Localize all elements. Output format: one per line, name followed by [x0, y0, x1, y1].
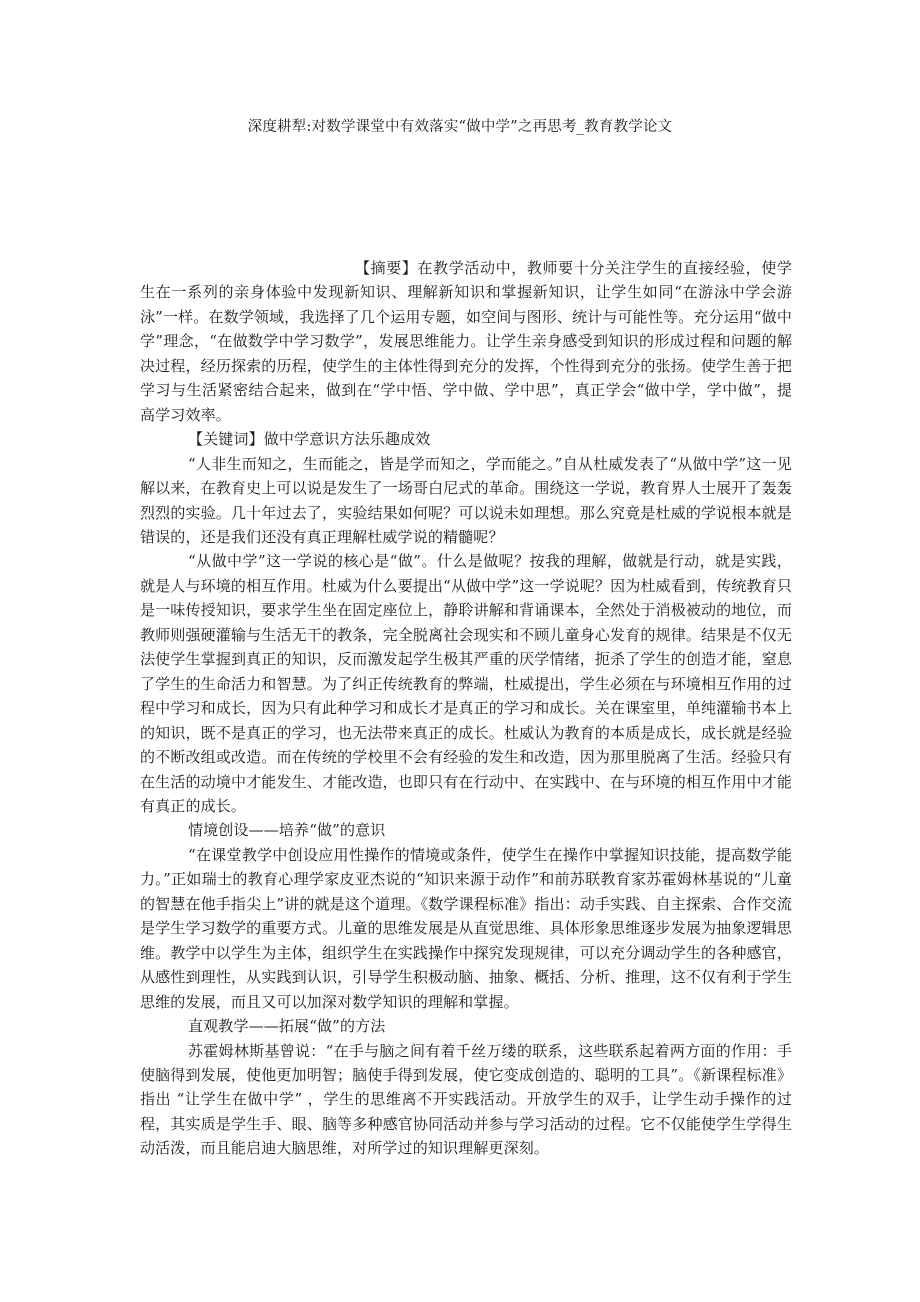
body-paragraph: “人非生而知之，生而能之，皆是学而知之，学而能之。”自从杜威发表了“从做中学”这一见解以来，在教育史上可以说是发生了一场哥白尼式的革命。围绕这一学说，教育界人士展开了轰轰烈烈的实验。几十年过去了，实验结果如何呢？可以说未如理想。那么究竟是杜威的学说根本就是错误的，还是我们还没有真正理解杜威学说的精髓呢？ — [140, 454, 792, 546]
keywords-paragraph: 【关键词】做中学意识方法乐趣成效 — [188, 430, 431, 449]
body-paragraph: “在课堂教学中创设应用性操作的情境或条件，使学生在操作中掌握知识技能，提高数学能力。”正如瑞士的教育心理学家皮亚杰说的“知识来源于动作”和前苏联教育家苏霍姆林基说的“儿童的智慧在他手指尖上”讲的就是这个道理。《数学课程标准》指出：动手实践、自主探索、合作交流是学生学习数学的重要方式。儿童的思维发展是从直觉思维、具体形象思维逐步发展为抽象逻辑思维。教学中以学生为主体，组织学生在实践操作中探究发现规律，可以充分调动学生的各种感官，从感性到理性，从实践到认识，引导学生积极动脑、抽象、概括、分析、推理，这不仅有利于学生思维的发展，而且又可以加深对数学知识的理解和掌握。 — [140, 845, 792, 1011]
body-paragraph: “从做中学”这一学说的核心是“做”。什么是做呢？按我的理解，做就是行动，就是实践，就是人与环境的相互作用。杜威为什么要提出“从做中学”这一学说呢？因为杜威看到，传统教育只是一味传授知识，要求学生坐在固定座位上，静聆讲解和背诵课本，全然处于消极被动的地位，而教师则强硬灌输与生活无干的教条，完全脱离社会现实和不顾儿童身心发育的规律。结果是不仅无法使学生掌握到真正的知识，反而激发起学生极其严重的厌学情绪，扼杀了学生的创造才能，窒息了学生的生命活力和智慧。为了纠正传统教育的弊端，杜威提出，学生必须在与环境相互作用的过程中学习和成长，因为只有此种学习和成长才是真正的学习和成长。关在课室里，单纯灌输书本上的知识，既不是真正的学习，也无法带来真正的成长。杜威认为教育的本质是成长，成长就是经验的不断改组或改造。而在传统的学校里不会有经验的发生和改造，因为那里脱离了生活。经验只有在生活的动境中才能发生、才能改造，也即只有在行动中、在实践中、在与环境的相互作用中才能有真正的成长。 — [140, 552, 792, 815]
body-paragraph: 苏霍姆林斯基曾说：“在手与脑之间有着千丝万缕的联系，这些联系起着两方面的作用：手使脑得到发展，使他更加明智；脑使手得到发展，使它变成创造的、聪明的工具”。《新课程标准》指出 “让学生在做中学” ，学生的思维离不开实践活动。开放学生的双手，让学生动手操作的过程，其实质是学生手、眼、脑等多种感官协同活动并参与学习活动的过程。它不仅能使学生学得生动活泼，而且能启迪大脑思维，对所学过的知识理解更深刻。 — [140, 1041, 792, 1158]
document-title: 深度耕犁:对数学课堂中有效落实“做中学”之再思考_教育教学论文 — [247, 119, 673, 135]
document-body — [140, 256, 792, 1161]
section-heading: 直观教学——拓展“做”的方法 — [188, 1017, 386, 1036]
section-heading: 情境创设——培养“做”的意识 — [188, 821, 386, 840]
abstract-paragraph: 【摘要】在教学活动中，教师要十分关注学生的直接经验，使学生在一系列的亲身体验中发现新知识、理解新知识和掌握新知识，让学生如同“在游泳中学会游泳”一样。在数学领域，我选择了几个运用专题，如空间与图形、统计与可能性等。充分运用“做中学”理念，“在做数学中学习数学”，发展思维能力。让学生亲身感受到知识的形成过程和问题的解决过程，经历探索的历程，使学生的主体性得到充分的发挥，个性得到充分的张扬。使学生善于把学习与生活紧密结合起来，做到在“学中悟、学中做、学中思”，真正学会“做中学，学中做”，提高学习效率。 — [140, 259, 792, 424]
